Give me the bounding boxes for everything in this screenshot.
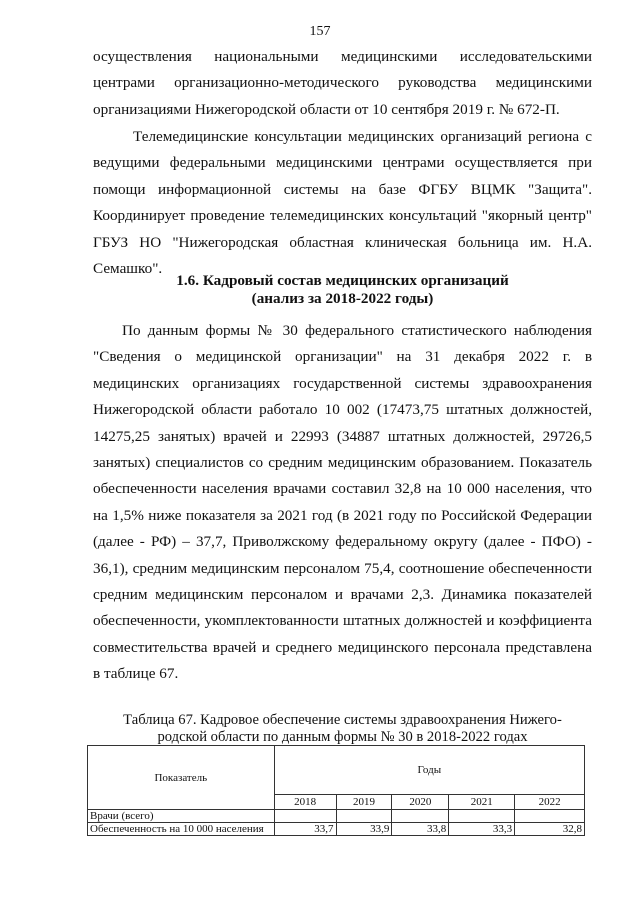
table-cell: 33,9 <box>336 823 392 836</box>
table-cell: 32,8 <box>515 823 585 836</box>
section-heading-line-1: 1.6. Кадровый состав медицинских организаций <box>176 272 509 289</box>
table-cell <box>336 810 392 823</box>
header-indicator: Показатель <box>88 746 275 810</box>
page-number: 157 <box>309 24 331 39</box>
table-row <box>88 823 585 836</box>
table-cell <box>449 810 515 823</box>
table-header-row <box>88 746 585 795</box>
row-label-provision: Обеспеченность на 10 000 населения <box>88 823 275 836</box>
year-2021: 2021 <box>449 795 515 810</box>
table-cell <box>274 810 336 823</box>
row-label-doctors: Врачи (всего) <box>88 810 275 823</box>
year-2018: 2018 <box>274 795 336 810</box>
table-cell: 33,3 <box>449 823 515 836</box>
section-heading <box>93 272 592 308</box>
paragraph-continuation: осуществления национальными медицинскими исследовательскими центрами организационно-методического руководства медицинскими организациями Нижегородской области от 10 сентября 2019 г. № 672-П. <box>93 48 592 118</box>
table-caption-line-1: Таблица 67. Кадровое обеспечение системы здравоохранения Нижего- <box>123 712 562 728</box>
year-2019: 2019 <box>336 795 392 810</box>
year-2020: 2020 <box>392 795 449 810</box>
table-cell: 33,8 <box>392 823 449 836</box>
header-years: Годы <box>274 746 584 795</box>
table-cell <box>515 810 585 823</box>
section-heading-line-2: (анализ за 2018-2022 годы) <box>251 290 434 307</box>
staffing-table <box>87 745 585 836</box>
table-row <box>88 810 585 823</box>
table-caption-line-2: родской области по данным формы № 30 в 2018-2022 годах <box>157 729 528 745</box>
paragraph-telemedicine: Телемедицинские консультации медицинских организаций региона с ведущими федеральными медицинскими центрами осуществляется при помощи информационной системы на базе ФГБУ ВЦМК "Защита". Координирует проведение телемедицинских консультаций "якорный центр" ГБУЗ НО "Нижегородская областная клиническая больница им. Н.А. Семашко". <box>93 128 592 278</box>
table-caption <box>93 712 592 746</box>
table-cell <box>392 810 449 823</box>
year-2022: 2022 <box>515 795 585 810</box>
table-cell: 33,7 <box>274 823 336 836</box>
paragraph-staffing: По данным формы № 30 федерального статистического наблюдения "Сведения о медицинской организации" на 31 декабря 2022 г. в медицинских организациях государственной системы здравоохранения Нижегородской области работало 10 002 (17473,75 штатных должностей, 14275,25 занятых) врачей и 22993 (34887 штатных должностей, 29726,5 занятых) специалистов со средним медицинским образованием. Показатель обеспеченности населения врачами составил 32,8 на 10 000 населения, что на 1,5% ниже показателя за 2021 год (в 2021 году по Российской Федерации (далее - РФ) – 37,7, Приволжскому федеральному округу (далее - ПФО) - 36,1), средним медицинским персоналом 75,4, соотношение обеспеченности средним медицинским персоналом и врачами 2,3. Динамика показателей обеспеченности, укомплектованности штатных должностей и коэффициента совместительства врачей и среднего медицинского персонала представлена в таблице 67. <box>93 322 592 683</box>
